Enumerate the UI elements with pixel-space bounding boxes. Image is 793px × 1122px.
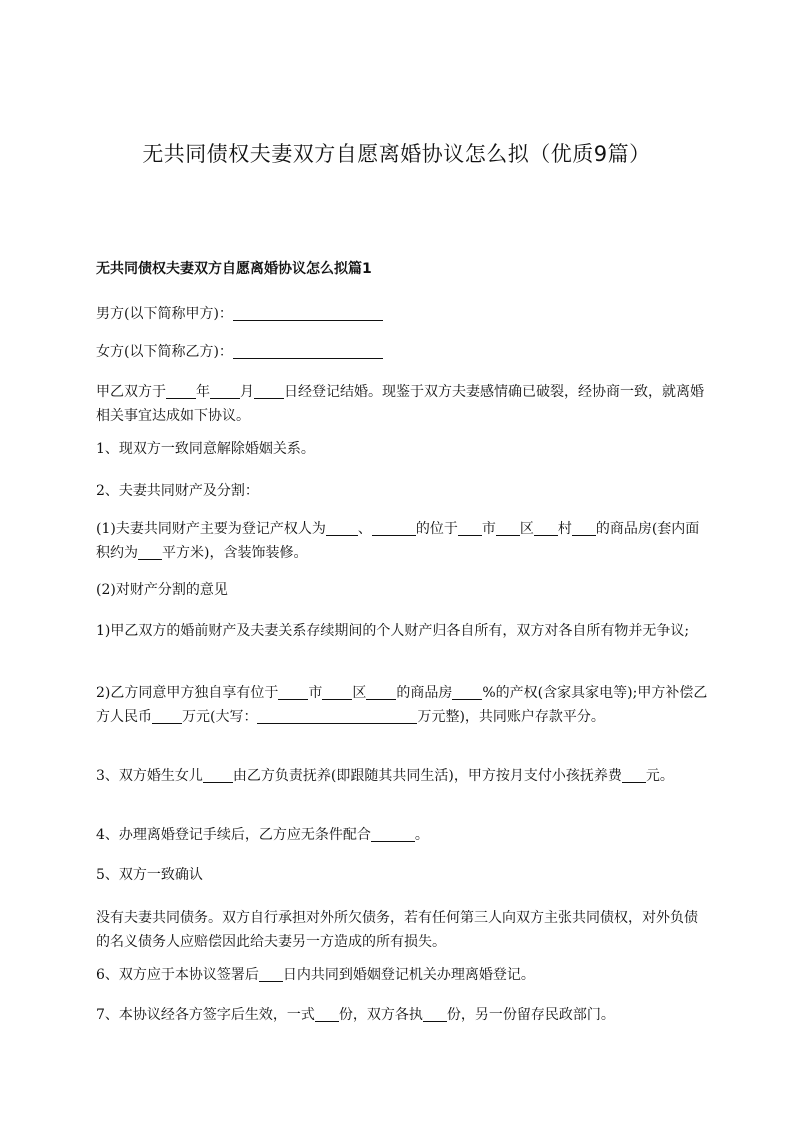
clause-4 [96,823,708,847]
fill-blank [233,344,383,359]
fill-blank [458,521,482,536]
text: 元。 [645,768,674,784]
clause-7 [96,1003,708,1027]
fill-blank [233,306,383,321]
text: 村 [557,521,572,537]
text: 市 [481,521,496,537]
text: 7、本协议经各方签字后生效，一式 [96,1007,315,1023]
fill-blank [210,384,240,399]
text: 、 [357,521,372,537]
clause-6 [96,963,708,987]
fill-blank [366,685,396,700]
text: 没有夫妻共同债务。双方自行承担对外所欠债务，若有任何第三人向双方主张共同债权，对外负债的名义债务人应赔偿因此给夫妻另一方造成的所有损失。 [96,910,698,950]
text: 市 [308,685,323,701]
text: 4、办理离婚登记手续后，乙方应无条件配合 [96,827,371,843]
text: 份，双方各执 [338,1007,423,1023]
clause-2-2 [96,578,708,602]
clause-2 [96,479,708,503]
text: 女方(以下简称乙方)： [96,344,233,360]
clause-2-1 [96,517,708,565]
fill-blank [326,521,358,536]
text: 5、双方一致确认 [96,867,203,883]
clause-5 [96,863,708,887]
text: 的商品房 [396,685,453,701]
fill-blank [496,521,520,536]
fill-blank [152,709,182,724]
marriage-paragraph [96,380,708,428]
text: 区 [519,521,534,537]
clause-2-2-2 [96,681,708,729]
clause-3 [96,764,708,788]
fill-blank [278,685,308,700]
fill-blank [138,545,162,560]
fill-blank [371,827,415,842]
fill-blank [203,768,233,783]
text: 的商品房(套内面积约为 [96,521,700,561]
fill-blank [257,709,417,724]
document-title: 无共同债权夫妻双方自愿离婚协议怎么拟（优质9篇） [142,142,651,166]
text: 日内共同到婚姻登记机关办理离婚登记。 [282,967,535,983]
wife-line [96,340,708,364]
fill-blank [166,384,196,399]
text: 由乙方负责抚养(即跟随其共同生活)，甲方按月支付小孩抚养费 [232,768,622,784]
text: 。 [414,827,429,843]
text: 万元(大写： [182,709,258,725]
text: 1、现双方一致同意解除婚姻关系。 [96,441,315,457]
text: 2)乙方同意甲方独自享有位于 [96,685,279,701]
husband-line [96,302,708,326]
fill-blank [534,521,558,536]
fill-blank [622,768,646,783]
fill-blank [423,1007,447,1022]
text: (2)对财产分割的意见 [96,582,228,598]
fill-blank [372,521,416,536]
text: 平方米)，含装饰装修。 [162,545,308,561]
text: 6、双方应于本协议签署后 [96,967,259,983]
clause-2-2-1 [96,619,708,643]
text: 万元整)，共同账户存款平分。 [417,709,605,725]
fill-blank [572,521,596,536]
fill-blank [259,967,283,982]
clause-5-body [96,906,708,954]
text: 日经登记结婚。现鉴于双方夫妻感情确已破裂，经协商一致，就离婚相关事宜达成如下协议。 [96,384,704,424]
fill-blank [315,1007,339,1022]
text: 的位于 [415,521,458,537]
text: 男方(以下简称甲方)： [96,306,233,322]
text: (1)夫妻共同财产主要为登记产权人为 [96,521,326,537]
text: %的产权(含家具家电等);甲方补偿乙方人民币 [96,685,708,725]
text: 3、双方婚生女儿 [96,768,203,784]
text: 份，另一份留存民政部门。 [446,1007,615,1023]
fill-blank [322,685,352,700]
text: 1)甲乙双方的婚前财产及夫妻关系存续期间的个人财产归各自所有，双方对各自所有物并无争议; [96,623,690,639]
clause-1 [96,437,708,461]
text: 区 [352,685,367,701]
fill-blank [452,685,482,700]
text: 甲乙双方于 [96,384,166,400]
text: 年 [196,384,210,400]
section-heading: 无共同债权夫妻双方自愿离婚协议怎么拟篇1 [96,261,372,277]
text: 月 [240,384,254,400]
text: 2、夫妻共同财产及分割： [96,483,259,499]
fill-blank [254,384,284,399]
